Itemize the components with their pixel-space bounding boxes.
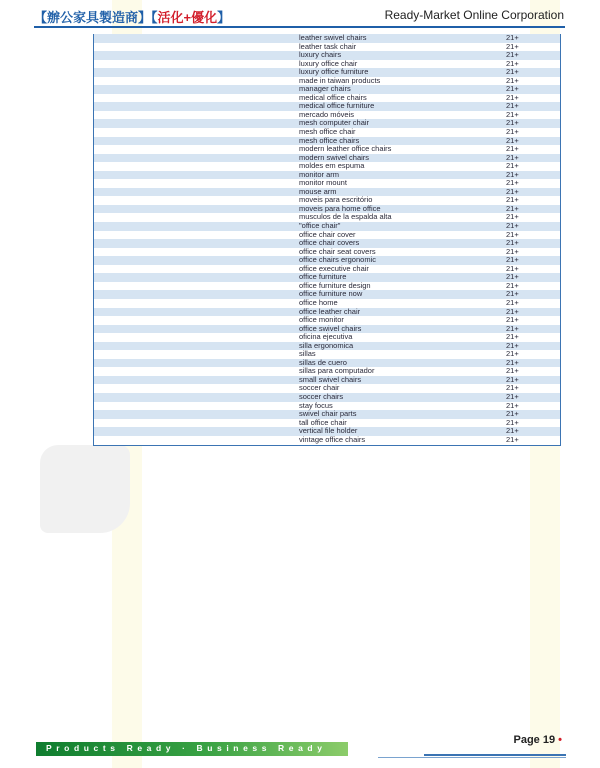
rank-cell: 21+: [506, 315, 519, 325]
rank-cell: 21+: [506, 144, 519, 154]
rank-cell: 21+: [506, 297, 519, 307]
rank-cell: 21+: [506, 289, 519, 299]
keyword-cell: moldes em espuma: [299, 161, 365, 171]
table-row: [94, 342, 560, 351]
header-title: [34, 7, 230, 26]
keyword-cell: office home: [299, 297, 338, 307]
rank-cell: 21+: [506, 366, 519, 376]
footer-tagline-bar: [36, 742, 348, 756]
keyword-cell: office monitor: [299, 315, 344, 325]
keyword-cell: mesh office chair: [299, 127, 356, 137]
header-divider: [34, 26, 565, 28]
rank-cell: 21+: [506, 34, 519, 42]
page-number: [513, 734, 562, 746]
rank-cell: 21+: [506, 238, 519, 248]
table-row: [94, 436, 560, 445]
rank-cell: 21+: [506, 84, 519, 94]
keyword-cell: office leather chair: [299, 306, 361, 316]
page-header: [0, 0, 600, 28]
keyword-cell: medical office chairs: [299, 92, 367, 102]
rank-cell: 21+: [506, 109, 519, 119]
keyword-cell: leather task chair: [299, 41, 357, 51]
rank-cell: 21+: [506, 400, 519, 410]
rank-cell: 21+: [506, 409, 519, 419]
keyword-cell: mercado móveis: [299, 109, 355, 119]
header-title-close: 】: [217, 10, 231, 25]
keyword-cell: mesh computer chair: [299, 118, 370, 128]
rank-cell: 21+: [506, 323, 519, 333]
rank-cell: 21+: [506, 118, 519, 128]
keyword-cell: swivel chair parts: [299, 409, 357, 419]
keyword-cell: office chair covers: [299, 238, 360, 248]
keyword-cell: leather swivel chairs: [299, 34, 367, 42]
rank-cell: 21+: [506, 349, 519, 359]
rank-cell: 21+: [506, 246, 519, 256]
keyword-cell: silla ergonomica: [299, 340, 354, 350]
rank-cell: 21+: [506, 127, 519, 137]
keyword-cell: office furniture design: [299, 280, 371, 290]
keyword-cell: office swivel chairs: [299, 323, 362, 333]
keyword-cell: vintage office chairs: [299, 434, 366, 444]
footer-divider: [424, 754, 566, 756]
rank-cell: 21+: [506, 272, 519, 282]
rank-cell: 21+: [506, 391, 519, 401]
rank-cell: 21+: [506, 340, 519, 350]
keyword-cell: oficina ejecutiva: [299, 332, 353, 342]
rank-cell: 21+: [506, 203, 519, 213]
keyword-cell: medical office furniture: [299, 101, 375, 111]
rank-cell: 21+: [506, 280, 519, 290]
company-name: Ready-Market Online Corporation: [384, 8, 564, 22]
rank-cell: 21+: [506, 41, 519, 51]
rank-cell: 21+: [506, 178, 519, 188]
keyword-cell: tall office chair: [299, 417, 347, 427]
keyword-cell: office furniture: [299, 272, 347, 282]
rank-cell: 21+: [506, 221, 519, 231]
header-title-highlight: 活化+優化: [157, 10, 218, 25]
keyword-cell: luxury chairs: [299, 50, 342, 60]
rank-cell: 21+: [506, 426, 519, 436]
page-number-label: Page 19: [513, 734, 556, 746]
rank-cell: 21+: [506, 92, 519, 102]
rank-cell: 21+: [506, 67, 519, 77]
rank-cell: 21+: [506, 383, 519, 393]
keyword-cell: manager chairs: [299, 84, 351, 94]
rank-cell: 21+: [506, 50, 519, 60]
rank-cell: 21+: [506, 332, 519, 342]
rank-cell: 21+: [506, 357, 519, 367]
keyword-cell: "office chair": [299, 221, 341, 231]
keyword-cell: monitor mount: [299, 178, 347, 188]
keyword-cell: luxury office furniture: [299, 67, 369, 77]
keyword-table: [93, 34, 561, 446]
keyword-cell: modern leather office chairs: [299, 144, 392, 154]
rank-cell: 21+: [506, 169, 519, 179]
keyword-cell: office furniture now: [299, 289, 363, 299]
rank-cell: 21+: [506, 135, 519, 145]
keyword-cell: office chair seat covers: [299, 246, 376, 256]
page-bullet: •: [558, 734, 562, 746]
keyword-cell: soccer chair: [299, 383, 340, 393]
header-title-open: 【辦公家具製造商】【: [34, 10, 158, 25]
keyword-cell: mouse arm: [299, 186, 337, 196]
keyword-cell: moveis para home office: [299, 203, 381, 213]
rank-cell: 21+: [506, 434, 519, 444]
keyword-cell: vertical file holder: [299, 426, 358, 436]
rank-cell: 21+: [506, 229, 519, 239]
rank-cell: 21+: [506, 417, 519, 427]
keyword-cell: musculos de la espalda alta: [299, 212, 392, 222]
rank-cell: 21+: [506, 212, 519, 222]
keyword-cell: soccer chairs: [299, 391, 344, 401]
keyword-cell: sillas: [299, 349, 316, 359]
rank-cell: 21+: [506, 306, 519, 316]
keyword-cell: stay focus: [299, 400, 333, 410]
keyword-cell: sillas de cuero: [299, 357, 347, 367]
keyword-cell: office chair cover: [299, 229, 356, 239]
rank-cell: 21+: [506, 263, 519, 273]
keyword-cell: moveis para escritório: [299, 195, 373, 205]
rank-cell: 21+: [506, 186, 519, 196]
rank-cell: 21+: [506, 58, 519, 68]
keyword-cell: luxury office chair: [299, 58, 358, 68]
rank-cell: 21+: [506, 374, 519, 384]
rank-cell: 21+: [506, 152, 519, 162]
keyword-cell: office chairs ergonomic: [299, 255, 376, 265]
rank-cell: 21+: [506, 195, 519, 205]
footer-divider: [378, 757, 566, 758]
rank-cell: 21+: [506, 161, 519, 171]
keyword-cell: small swivel chairs: [299, 374, 362, 384]
rank-cell: 21+: [506, 101, 519, 111]
keyword-cell: monitor arm: [299, 169, 340, 179]
rank-cell: 21+: [506, 255, 519, 265]
keyword-cell: mesh office chairs: [299, 135, 360, 145]
background-shape: [40, 445, 130, 533]
footer-tagline: Products Ready · Business Ready: [46, 743, 327, 753]
keyword-cell: office executive chair: [299, 263, 369, 273]
rank-cell: 21+: [506, 75, 519, 85]
keyword-cell: sillas para computador: [299, 366, 375, 376]
keyword-cell: modern swivel chairs: [299, 152, 370, 162]
keyword-cell: made in taiwan products: [299, 75, 381, 85]
